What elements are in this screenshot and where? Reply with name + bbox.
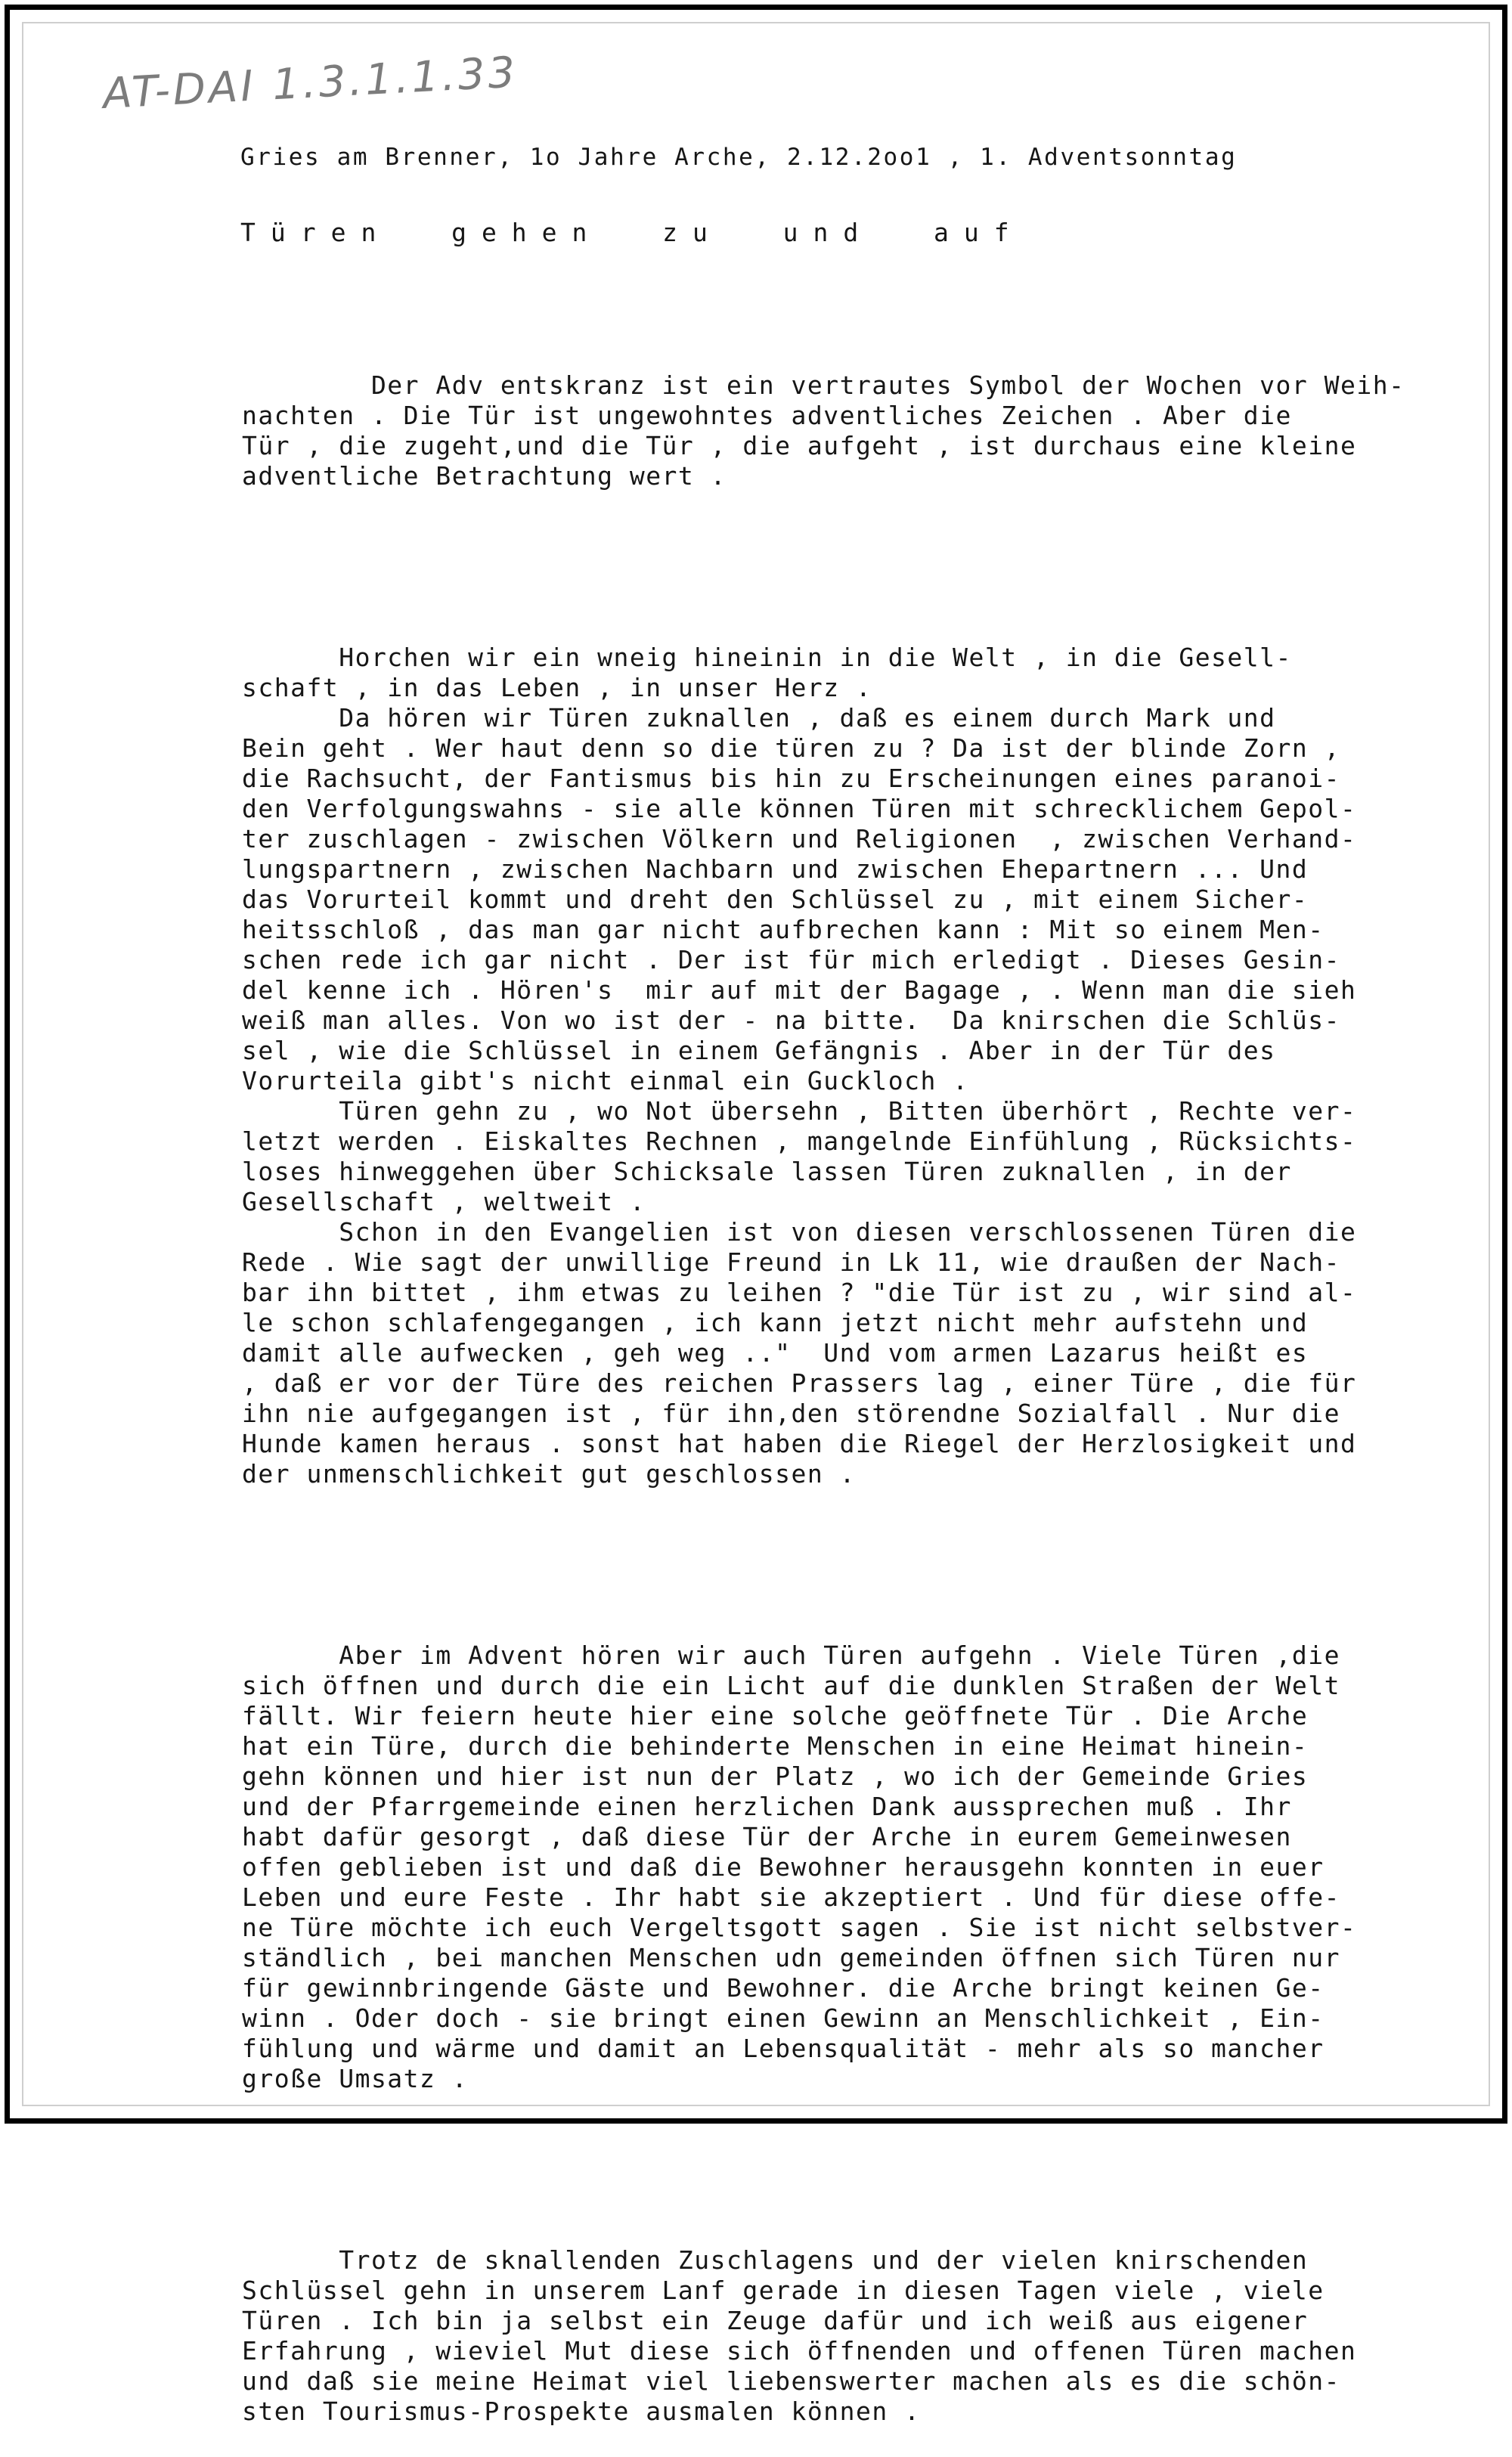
paragraph-gap bbox=[242, 552, 1482, 582]
paragraph-gap bbox=[242, 2155, 1482, 2185]
paragraph-2: Horchen wir ein wneig hineinin in die Welt , in die Gesell- schaft , in das Leben , in unser Herz . Da hören wir Türen zuknallen , daß es einem durch Mark und Bein geht . Wer haut denn so die türen zu ? Da ist der blinde Zorn , die Rachsucht, der Fantismus bis hin zu Erscheinungen eines paranoi- den Verfolgungswahns - sie alle können Türen mit schrecklichem Gepol- ter zuschlagen - zwischen Völkern und Religionen , zwischen Verhand- lungspartnern , zwischen Nachbarn und zwischen Ehepartnern ... Und das Vorurteil kommt und dreht den Schlüssel zu , mit einem Sicher- heitsschloß , das man gar nicht aufbrechen kann : Mit so einem Men- schen rede ich gar nicht . Der ist für mich erledigt . Dieses Gesin- del kenne ich . Hören's mir auf mit der Bagage , . Wenn man die sieh weiß man alles. Von wo ist der - na bitte. Da knirschen die Schlüs- sel , wie die Schlüssel in einem Gefängnis . Aber in der Tür des Vorurteila gibt's nicht einmal ein Guckloch . Türen gehn zu , wo Not übersehn , Bitten überhört , Rechte ver- letzt werden . Eiskaltes Rechnen , mangelnde Einfühlung , Rücksichts- loses hinweggehen über Schicksale lassen Türen zuknallen , in der Gesellschaft , weltweit . Schon in den Evangelien ist von diesen verschlossenen Türen die Rede . Wie sagt der unwillige Freund in Lk 11, wie draußen der Nach- bar ihn bittet , ihm etwas zu leihen ? "die Tür ist zu , wir sind al- le schon schlafengegangen , ich kann jetzt nicht mehr aufstehn und damit alle aufwecken , geh weg .." Und vom armen Lazarus heißt es , daß er vor der Türe des reichen Prassers lag , einer Türe , die für ihn nie aufgegangen ist , für ihn,den störendne Sozialfall . Nur die Hunde kamen heraus . sonst hat haben die Riegel der Herzlosigkeit und der unmenschlichkeit gut geschlossen . bbox=[242, 643, 1357, 1489]
document-body bbox=[242, 310, 1482, 2457]
archive-annotation: AT-DAI 1.3.1.1.33 bbox=[101, 48, 519, 119]
paragraph-gap bbox=[242, 1550, 1482, 1580]
document-title: Türen gehen zu und auf bbox=[240, 218, 1024, 247]
paragraph-1: Der Adv entskranz ist ein vertrautes Symbol der Wochen vor Weih- nachten . Die Tür ist ungewohntes adventliches Zeichen . Aber die Tür , die zugeht,und die Tür , die aufgeht , ist durchaus eine kleine adventliche Betrachtung wert . bbox=[242, 370, 1405, 491]
paragraph-3: Aber im Advent hören wir auch Türen aufgehn . Viele Türen ,die sich öffnen und durch die ein Licht auf die dunklen Straßen der Welt fällt. Wir feiern heute hier eine solche geöffnete Tür . Die Arche hat ein Türe, durch die behinderte Menschen in eine Heimat hinein- gehn können und hier ist nun der Platz , wo ich der Gemeinde Gries und der Pfarrgemeinde einen herzlichen Dank aussprechen muß . Ihr habt dafür gesorgt , daß diese Tür der Arche in eurem Gemeinwesen offen geblieben ist und daß die Bewohner herausgehn konnten in euer Leben und eure Feste . Ihr habt sie akzeptiert . Und für diese offe- ne Türe möchte ich euch Vergeltsgott sagen . Sie ist nicht selbstver- ständlich , bei manchen Menschen udn gemeinden öffnen sich Türen nur für gewinnbringende Gäste und Bewohner. die Arche bringt keinen Ge- winn . Oder doch - sie bringt einen Gewinn an Menschlichkeit , Ein- fühlung und wärme und damit an Lebensqualität - mehr als so mancher große Umsatz . bbox=[242, 1641, 1357, 2093]
paragraph-4: Trotz de sknallenden Zuschlagens und der vielen knirschenden Schlüssel gehn in unserem Lanf gerade in diesen Tagen viele , viele Türen . Ich bin ja selbst ein Zeuge dafür und ich weiß aus eigener Erfahrung , wieviel Mut diese sich öffnenden und offenen Türen machen und daß sie meine Heimat viel liebenswerter machen als es die schön- sten Tourismus-Prospekte ausmalen können . bbox=[242, 2245, 1357, 2426]
document-header: Gries am Brenner, 1o Jahre Arche, 2.12.2oo1 , 1. Adventsonntag bbox=[240, 144, 1238, 171]
